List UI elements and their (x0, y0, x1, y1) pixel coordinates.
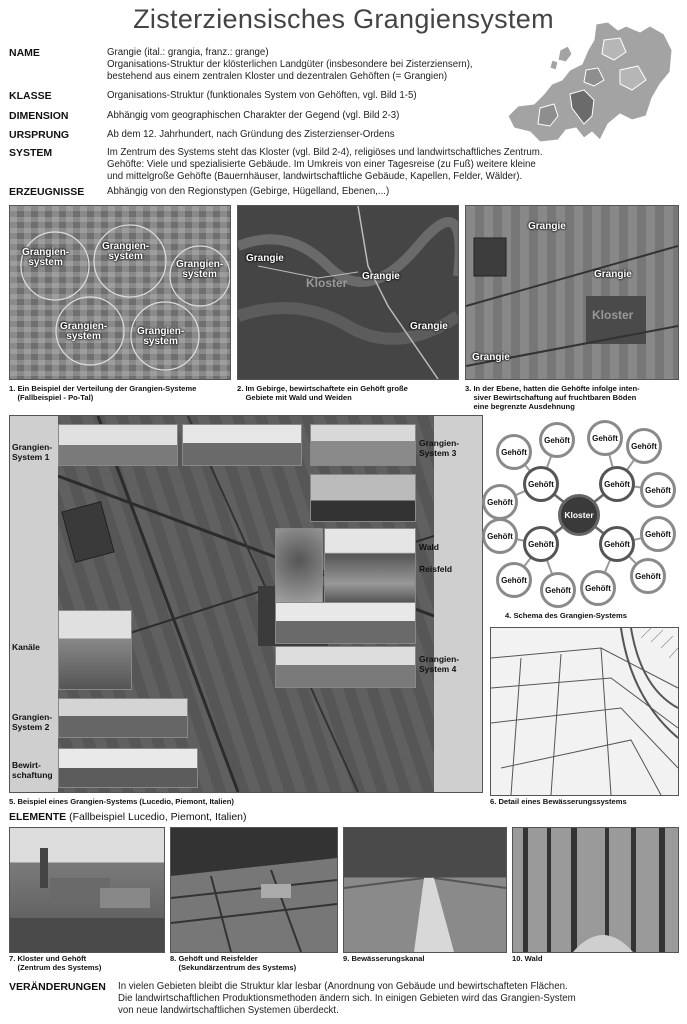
label-veraenderungen: VERÄNDERUNGEN (9, 981, 106, 993)
label-reisfeld: Reisfeld (419, 564, 453, 574)
schema-diagram (478, 418, 682, 608)
thumbnail-village (310, 474, 416, 522)
thumbnail-grangie-4 (275, 646, 416, 688)
photo-6-irrigation-sketch (490, 627, 679, 796)
photo-9-bewaesserungskanal (343, 827, 507, 953)
overlay-label: Grangie (410, 321, 448, 332)
caption-4: 4. Schema des Grangien-Systems (505, 611, 627, 620)
overlay-label: Grangie (594, 269, 632, 280)
thumbnail-bewirtschaftung (58, 748, 198, 788)
photo-7-kloster-gehoeft (9, 827, 165, 953)
elemente-subheading: (Fallbeispiel Lucedio, Piemont, Italien) (69, 811, 247, 823)
europe-map (500, 20, 680, 155)
thumbnail-trees (275, 602, 416, 644)
value-line: Die landwirtschaftlichen Produktionsmethoden ändern sich. In einigen Gebieten wird das Grangien-System (118, 993, 576, 1004)
overlay-label: Grangien- system (60, 321, 108, 342)
overlay-label: Grangien- system (22, 247, 70, 268)
value-klasse: Organisations-Struktur (funktionales System von Gehöften, vgl. Bild 1-5) (107, 90, 417, 101)
caption-10: 10. Wald (512, 954, 543, 963)
schema-node-gehoeft: Gehöft (640, 516, 676, 552)
reisfelder-illustration (171, 828, 337, 952)
photo-5-lucedio-system (9, 415, 483, 793)
value-line: Organisations-Struktur der klösterlichen Landgüter (insbesondere bei Zisterziensern), (107, 59, 473, 70)
label-klasse: KLASSE (9, 90, 52, 102)
schema-node-gehoeft-inner: Gehöft (599, 526, 635, 562)
thumbnail-wald (275, 528, 323, 608)
overlay-label-kloster: Kloster (306, 276, 348, 290)
photo-8-gehoeft-reisfelder (170, 827, 338, 953)
kanal-illustration (344, 828, 506, 952)
value-ursprung: Ab dem 12. Jahrhundert, nach Gründung des Zisterzienser-Ordens (107, 129, 395, 140)
irrigation-sketch (491, 628, 678, 795)
value-line: Grangie (ital.: grangia, franz.: grange) (107, 47, 269, 58)
label-name: NAME (9, 47, 40, 59)
overlay-label: Grangie (472, 352, 510, 363)
caption-8: 8. Gehöft und Reisfelder (Sekundärzentrum des Systems) (170, 954, 297, 972)
overlay-label: Grangien- system (102, 241, 150, 262)
value-veraenderungen (118, 981, 576, 1017)
schema-node-gehoeft: Gehöft (496, 434, 532, 470)
schema-node-gehoeft: Gehöft (626, 428, 662, 464)
value-line: Gehöfte: Viele und spezialisierte Gebäude. Im Umkreis von einer Tagesreise (zu Fuß) weitere kleine (107, 159, 536, 170)
thumbnail-farmhouse-2 (182, 424, 302, 466)
schema-node-gehoeft-inner: Gehöft (523, 526, 559, 562)
schema-node-gehoeft: Gehöft (540, 572, 576, 608)
overlay-label-kloster: Kloster (592, 308, 634, 322)
label-bewirtschaftung: Bewirt- schaftung (12, 760, 53, 780)
overlay-label: Grangie (246, 253, 284, 264)
thumbnail-farmhouse-1 (58, 424, 178, 466)
caption-3: 3. In der Ebene, hatten die Gehöfte infolge inten- siver Bewirtschaftung auf fruchtbaren Böden eine begrenzte Ausdehnung (465, 384, 640, 411)
kloster-illustration (10, 828, 164, 952)
caption-7: 7. Kloster und Gehöft (Zentrum des Systems) (9, 954, 102, 972)
schema-node-gehoeft: Gehöft (496, 562, 532, 598)
schema-node-gehoeft-inner: Gehöft (599, 466, 635, 502)
value-name (107, 47, 473, 83)
label-dimension: DIMENSION (9, 110, 69, 122)
thumbnail-grangie-3 (310, 424, 416, 466)
photo-3-plain-grangie (465, 205, 679, 380)
photo-2-mountain-grangie (237, 205, 459, 380)
value-dimension: Abhängig vom geographischen Charakter der Gegend (vgl. Bild 2-3) (107, 110, 400, 121)
caption-6: 6. Detail eines Bewässerungssystems (490, 797, 627, 806)
mountain-texture (238, 206, 458, 379)
label-erzeugnisse: ERZEUGNISSE (9, 186, 85, 198)
value-line: In vielen Gebieten bleibt die Struktur klar lesbar (Anordnung von Gebäude und bewirtschafteten Flächen. (118, 981, 568, 992)
label-grangien-system-1: Grangien- System 1 (12, 442, 53, 462)
photo-10-wald (512, 827, 679, 953)
value-line: Im Zentrum des Systems steht das Kloster (vgl. Bild 2-4), religiöses und landwirtschaftliches Zentrum. (107, 147, 543, 158)
caption-1: 1. Ein Beispiel der Verteilung der Grangien-Systeme (Fallbeispiel - Po-Tal) (9, 384, 197, 402)
schema-node-gehoeft: Gehöft (640, 472, 676, 508)
caption-2: 2. Im Gebirge, bewirtschaftete ein Gehöft große Gebiete mit Wald und Weiden (237, 384, 408, 402)
wald-illustration (513, 828, 678, 952)
elemente-heading: ELEMENTE (9, 811, 67, 823)
schema-node-gehoeft: Gehöft (630, 558, 666, 594)
value-line: bestehend aus einem zentralen Kloster und dezentralen Gehöften (= Grangien) (107, 71, 448, 82)
overlay-label: Grangie (362, 271, 400, 282)
thumbnail-grangie-2 (58, 698, 188, 738)
schema-node-kloster: Kloster (558, 494, 600, 536)
schema-node-gehoeft: Gehöft (482, 518, 518, 554)
value-system (107, 147, 543, 183)
label-grangien-system-4: Grangien- System 4 (419, 654, 460, 674)
thumbnail-canal (58, 610, 132, 690)
schema-node-gehoeft-inner: Gehöft (523, 466, 559, 502)
page-title: Zisterziensisches Grangiensystem (133, 4, 554, 34)
label-ursprung: URSPRUNG (9, 129, 70, 141)
schema-node-gehoeft: Gehöft (482, 484, 518, 520)
label-grangien-system-3: Grangien- System 3 (419, 438, 460, 458)
schema-node-gehoeft: Gehöft (587, 420, 623, 456)
aerial-texture (10, 206, 230, 379)
value-erzeugnisse: Abhängig von den Regionstypen (Gebirge, Hügelland, Ebenen,...) (107, 186, 390, 197)
elemente-heading-row (9, 811, 247, 823)
label-system: SYSTEM (9, 147, 53, 159)
label-kanaele: Kanäle (12, 642, 40, 652)
thumbnail-reisfeld (324, 528, 416, 608)
value-line: von neue landwirtschaftlichen Systemen überdeckt. (118, 1005, 339, 1016)
label-grangien-system-2: Grangien- System 2 (12, 712, 53, 732)
overlay-label: Grangien- system (176, 259, 224, 280)
overlay-label: Grangien- system (137, 326, 185, 347)
value-line: und mittelgroße Gehöfte (Bauernhäuser, landwirtschaftliche Gebäude, Kapellen, Felder, Wälder). (107, 171, 523, 182)
photo-1-aerial-po-valley (9, 205, 231, 380)
label-wald: Wald (419, 542, 439, 552)
schema-node-gehoeft: Gehöft (539, 422, 575, 458)
caption-9: 9. Bewässerungskanal (343, 954, 425, 963)
caption-5: 5. Beispiel eines Grangien-Systems (Lucedio, Piemont, Italien) (9, 797, 234, 806)
schema-node-gehoeft: Gehöft (580, 570, 616, 606)
overlay-label: Grangie (528, 221, 566, 232)
